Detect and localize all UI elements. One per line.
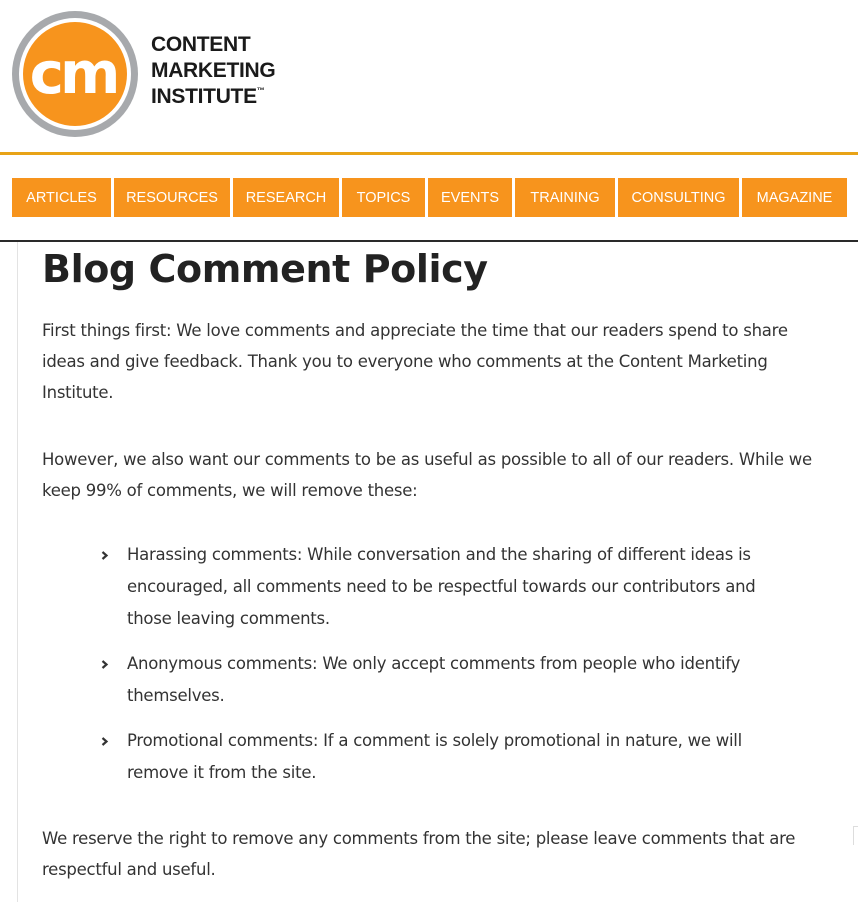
header-divider — [0, 152, 858, 155]
nav-item-research[interactable]: RESEARCH — [233, 178, 339, 217]
nav-item-articles[interactable]: ARTICLES — [12, 178, 111, 217]
sidebar-edge — [853, 826, 858, 845]
cmi-logo-icon[interactable] — [10, 9, 140, 139]
intro-paragraph: First things first: We love comments and appreciate the time that our readers spend to share ideas and give feedback. Thank you to everyone who comments at the Content Marketing Institute. — [42, 321, 788, 402]
removal-rules-list — [100, 539, 800, 789]
nav-item-training[interactable]: TRAINING — [515, 178, 615, 217]
logo-line-institute: INSTITUTE — [151, 85, 257, 108]
site-header — [0, 0, 858, 152]
nav-item-magazine[interactable]: MAGAZINE — [742, 178, 847, 217]
list-item — [100, 725, 800, 789]
list-item — [100, 648, 800, 712]
nav-item-consulting[interactable]: CONSULTING — [618, 178, 739, 217]
removal-intro-paragraph: However, we also want our comments to be as useful as possible to all of our readers. While we keep 99% of comments, we will remove these: — [42, 450, 812, 500]
main-nav — [12, 178, 847, 217]
nav-item-resources[interactable]: RESOURCES — [114, 178, 230, 217]
trademark-symbol: ™ — [256, 86, 265, 95]
logo-wordmark[interactable] — [151, 32, 275, 110]
logo-line-content: CONTENT — [151, 33, 251, 56]
nav-item-topics[interactable]: TOPICS — [342, 178, 425, 217]
chevron-right-icon — [100, 551, 109, 560]
chevron-right-icon — [100, 660, 109, 669]
list-item — [100, 539, 800, 635]
rule-harassing-text: Harassing comments: While conversation and the sharing of different ideas is encouraged, all comments need to be respectful towards our contributors and those leaving comments. — [127, 545, 756, 628]
nav-item-events[interactable]: EVENTS — [428, 178, 512, 217]
chevron-right-icon — [100, 737, 109, 746]
rule-promotional-text: Promotional comments: If a comment is solely promotional in nature, we will remove it from the site. — [127, 731, 742, 782]
page-title: Blog Comment Policy — [42, 247, 488, 291]
rule-anonymous-text: Anonymous comments: We only accept comments from people who identify themselves. — [127, 654, 741, 705]
logo-monogram: cm — [29, 39, 117, 107]
logo-line-marketing: MARKETING — [151, 59, 276, 82]
closing-paragraph: We reserve the right to remove any comments from the site; please leave comments that are respectful and useful. — [42, 829, 796, 879]
